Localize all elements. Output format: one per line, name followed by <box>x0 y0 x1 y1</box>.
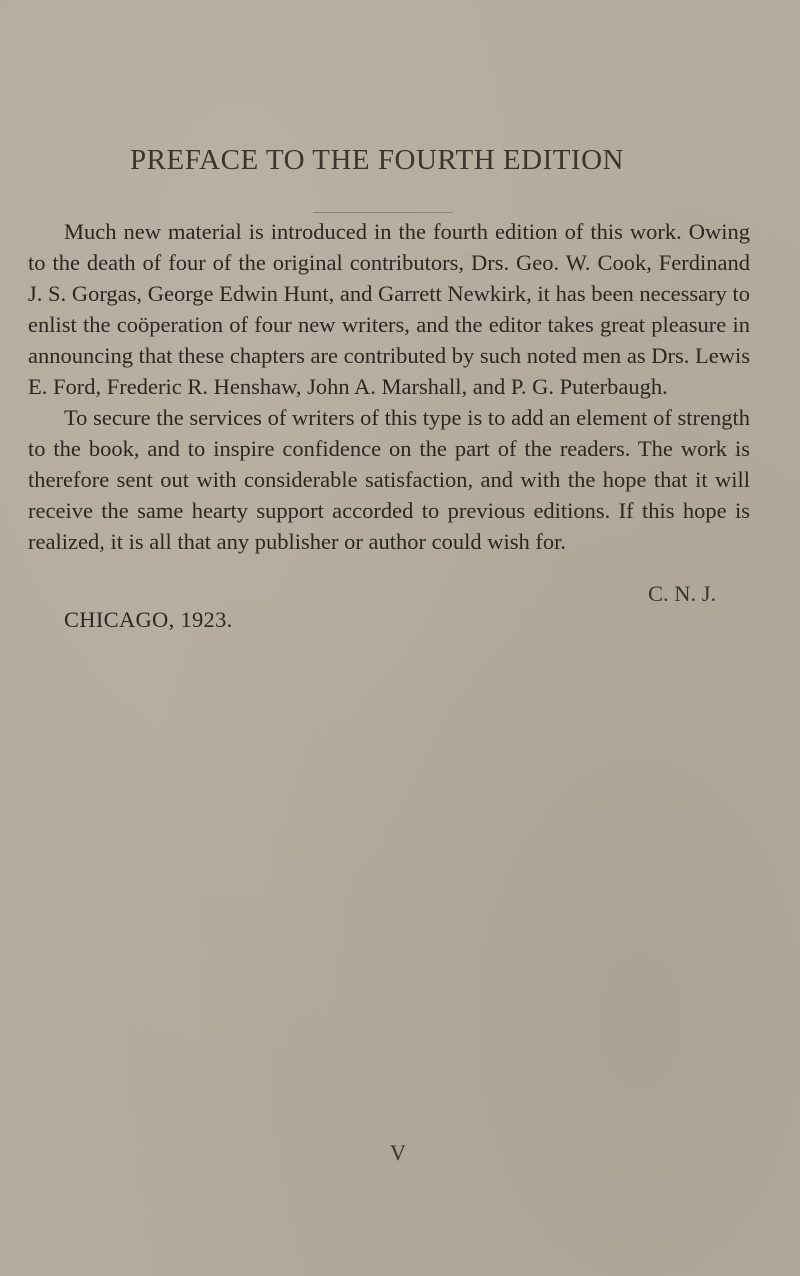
author-initials: C. N. J. <box>648 581 717 606</box>
page-number: V <box>390 1140 406 1165</box>
paragraph-2: To secure the services of writers of this type is to add an element of strength to the book, and to inspire confidence on the part of the readers. The work is therefore sent out with considerable satisfaction, and with the hope that it will receive the same hearty support accorded to previous editions. If this hope is realized, it is all that any publisher or author could wish for. <box>28 405 750 554</box>
title-underline-rule <box>313 212 453 213</box>
page-title: PREFACE TO THE FOURTH EDITION <box>130 144 624 176</box>
preface-body <box>28 216 750 557</box>
place-date-line: CHICAGO, 1923. <box>64 607 233 632</box>
paragraph-1: Much new material is introduced in the fourth edition of this work. Owing to the death of four of the original contributors, Drs. Geo. W. Cook, Ferdinand J. S. Gorgas, George Edwin Hunt, and Garrett Newkirk, it has been necessary to enlist the coöperation of four new writers, and the editor takes great pleasure in announcing that these chapters are contributed by such noted men as Drs. Lewis E. Ford, Frederic R. Henshaw, John A. Marshall, and P. G. Puterbaugh. <box>28 219 750 399</box>
